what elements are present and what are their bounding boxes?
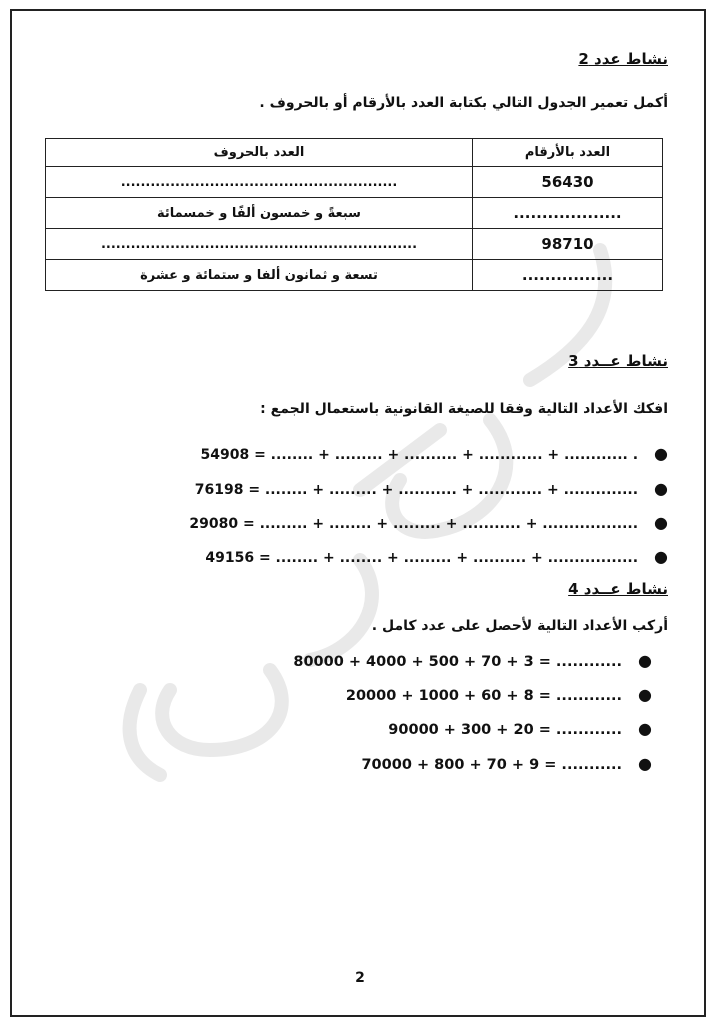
bullet-icon: ● (654, 513, 668, 532)
header-words: العدد بالحروف (46, 139, 473, 167)
bullet-icon: ● (638, 719, 652, 738)
section4-instruction: أركب الأعداد التالية لأحصل على عدد كامل . (371, 618, 668, 634)
section2-instruction: أكمل تعمير الجدول التالي بكتابة العدد بالأرقام أو بالحروف . (259, 95, 668, 111)
bullet-icon: ● (654, 479, 668, 498)
section3-instruction: افكك الأعداد التالية وفقا للصيغة القانونية باستعمال الجمع : (260, 401, 668, 417)
decompose-expression: 29080 = ......... + ........ + ......... + ........... + .................. (189, 516, 639, 532)
decompose-expression: 54908 = ........ + ......... + .......... + ............ + ............ . (200, 447, 639, 463)
compose-row (346, 685, 652, 704)
bullet-icon: ● (654, 444, 668, 463)
bullet-icon: ● (638, 685, 652, 704)
compose-expression: 90000 + 300 + 20 = ............ (388, 722, 623, 738)
cell-digits: ................ (473, 260, 663, 291)
table-row (46, 198, 663, 229)
cell-digits: ................... (473, 198, 663, 229)
compose-row (388, 719, 652, 738)
compose-expression: 80000 + 4000 + 500 + 70 + 3 = ............ (293, 654, 623, 670)
section3-title: نشاط عــدد 3 (568, 352, 668, 370)
table-row (46, 167, 663, 198)
cell-digits: 56430 (473, 167, 663, 198)
decompose-row (205, 547, 668, 566)
cell-words: ................................................................ (46, 229, 473, 260)
bullet-icon: ● (638, 754, 652, 773)
bullet-icon: ● (638, 651, 652, 670)
section2-title: نشاط عدد 2 (578, 50, 668, 68)
cell-words: تسعة و ثمانون ألفا و ستمائة و عشرة (46, 260, 473, 291)
cell-digits: 98710 (473, 229, 663, 260)
compose-row (361, 754, 652, 773)
compose-expression: 70000 + 800 + 70 + 9 = ........... (361, 757, 623, 773)
decompose-row (195, 479, 668, 498)
section4-title: نشاط عــدد 4 (568, 580, 668, 598)
number-table (45, 138, 663, 291)
bullet-icon: ● (654, 547, 668, 566)
cell-words: ........................................................ (46, 167, 473, 198)
table-header-row (46, 139, 663, 167)
header-digits: العدد بالأرقام (473, 139, 663, 167)
cell-words: سبعةً و خمسون ألفًا و خمسمائة (46, 198, 473, 229)
compose-expression: 20000 + 1000 + 60 + 8 = ............ (345, 688, 623, 704)
table-row (46, 260, 663, 291)
compose-row (293, 651, 652, 670)
decompose-expression: 49156 = ........ + ........ + ......... + .......... + ................. (205, 550, 639, 566)
decompose-row (201, 444, 669, 463)
decompose-expression: 76198 = ........ + ......... + ........... + ............ + .............. (194, 482, 639, 498)
page-number: 2 (355, 970, 365, 986)
table-row (46, 229, 663, 260)
decompose-row (189, 513, 668, 532)
